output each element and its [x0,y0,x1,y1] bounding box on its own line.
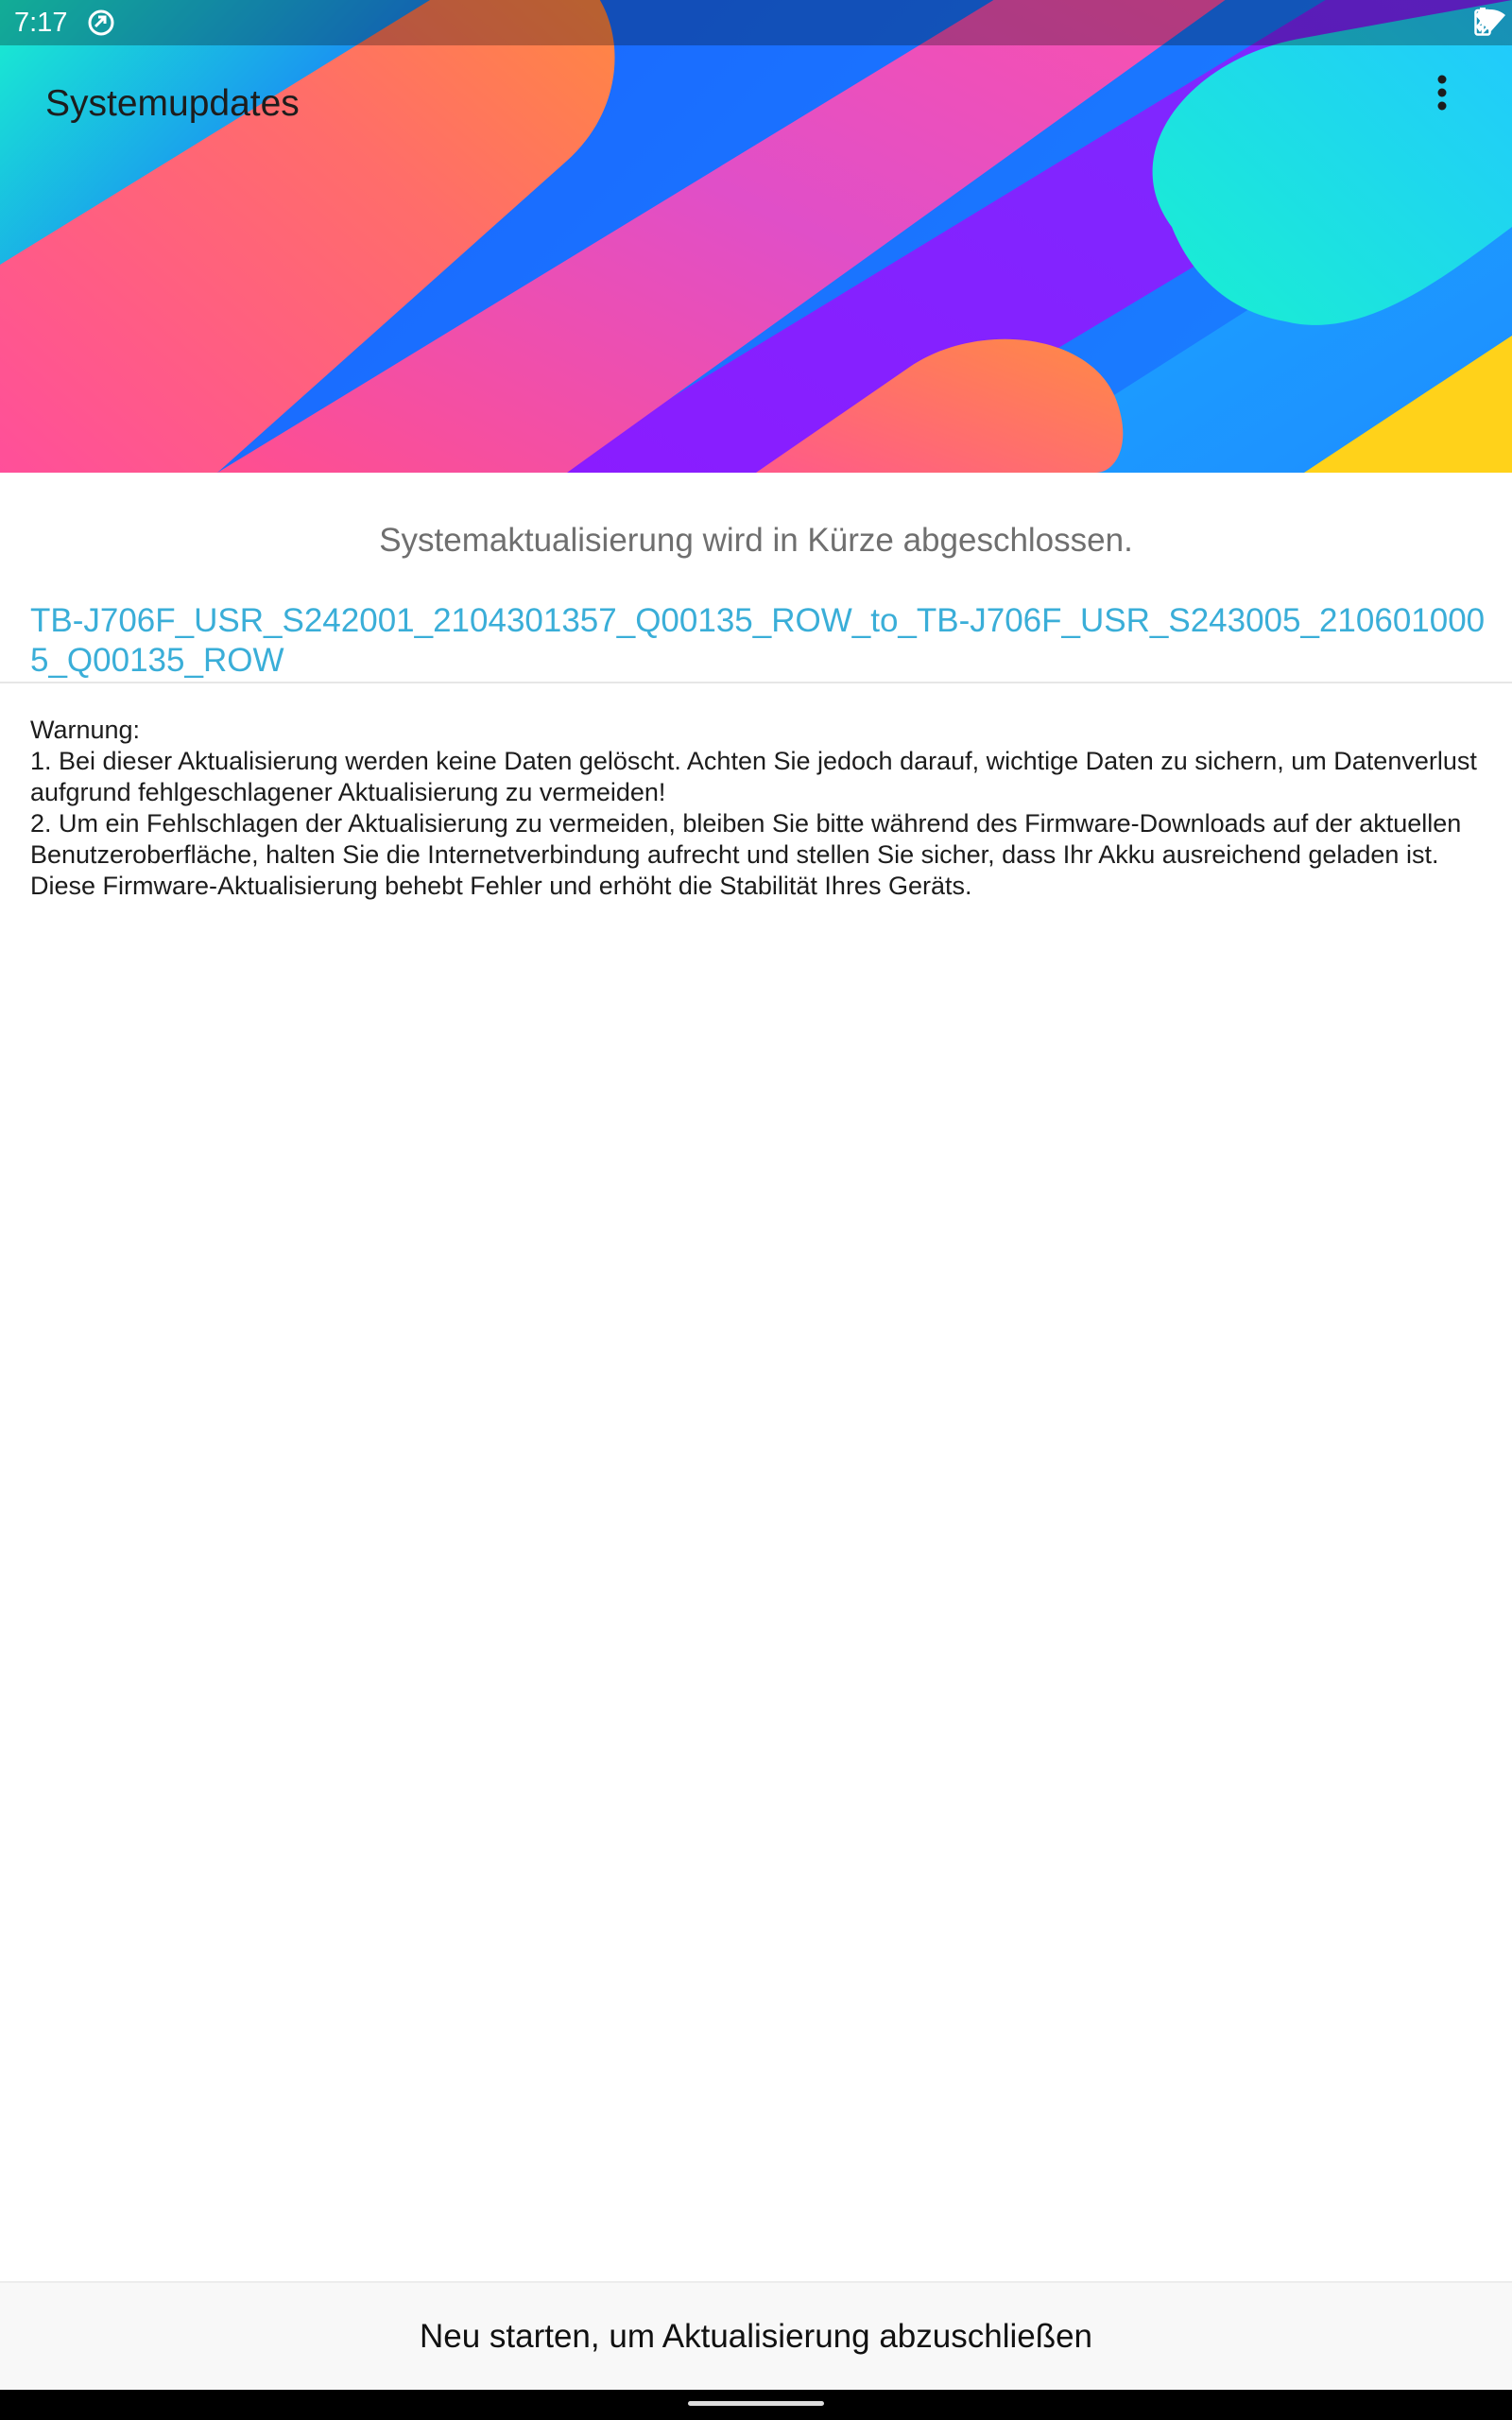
app-toolbar [0,45,1512,168]
notes-line: Diese Firmware-Aktualisierung behebt Fehler und erhöht die Stabilität Ihres Geräts. [30,872,972,900]
page-title: Systemupdates [45,83,300,124]
status-icons [1474,8,1503,38]
notes-line: 1. Bei dieser Aktualisierung werden keine Daten gelöscht. Achten Sie jedoch darauf, wichtige Daten zu sichern, um Datenverlust aufgrund fehlgeschlagener Aktualisierung zu vermeiden! [30,747,1477,806]
update-package-name: TB-J706F_USR_S242001_2104301357_Q00135_ROW_to_TB-J706F_USR_S243005_2106010005_Q00135_ROW [30,602,1486,679]
restart-to-finish-update-button[interactable]: Neu starten, um Aktualisierung abzuschließen [419,2318,1093,2355]
home-gesture-handle[interactable] [688,2401,824,2406]
notes-line: 2. Um ein Fehlschlagen der Aktualisierung zu vermeiden, bleiben Sie bitte während des Firmware-Downloads auf der aktuellen Benutzeroberfläche, halten Sie die Internetverbindung aufrecht und stellen Sie sicher, dass Ihr Akku ausreichend geladen ist. [30,809,1462,869]
bottom-action-bar [0,2281,1512,2391]
status-bar [0,0,1512,45]
release-notes [30,715,1486,902]
data-saver-icon [87,9,115,37]
status-time: 7:17 [14,8,68,38]
header-banner [0,0,1512,473]
overflow-menu-button[interactable] [1436,74,1493,130]
navigation-bar [0,2390,1512,2420]
more-vert-icon [1436,74,1448,112]
divider [0,682,1512,683]
update-status-message: Systemaktualisierung wird in Kürze abgeschlossen. [379,522,1133,559]
notes-heading: Warnung: [30,716,141,744]
